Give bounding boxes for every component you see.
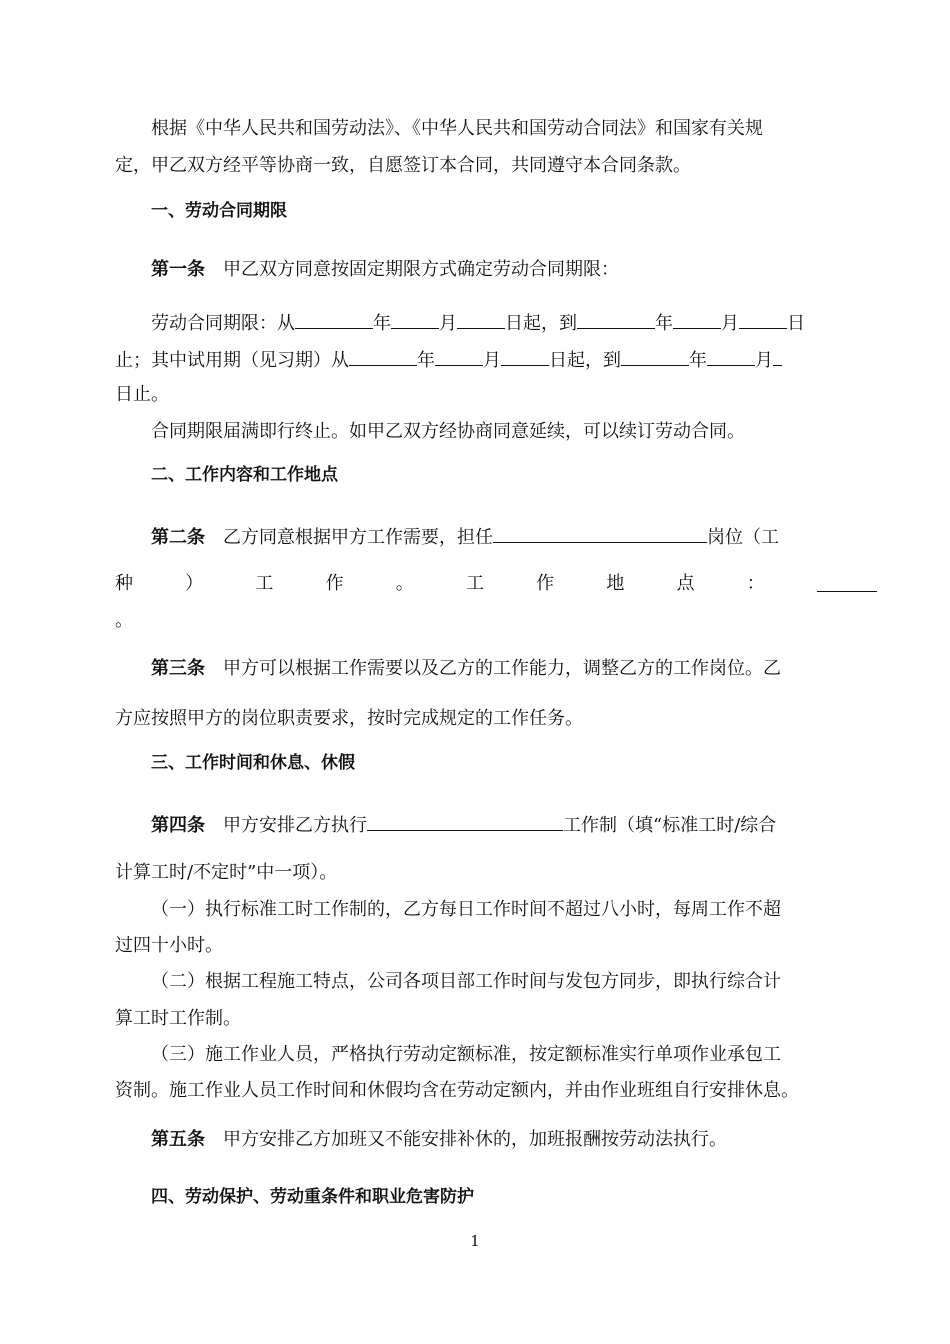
month-label: 月 (439, 313, 457, 334)
term-prefix: 劳动合同期限：从 (151, 313, 295, 334)
probation-start-day-blank[interactable] (501, 347, 549, 366)
item-2-line-2: 算工时工作制。 (115, 1008, 241, 1029)
char: 点 (676, 573, 695, 594)
article-1-text: 甲乙双方同意按固定期限方式确定劳动合同期限： (223, 259, 619, 280)
work-location-blank[interactable] (817, 573, 877, 592)
end-year-blank[interactable] (577, 310, 655, 329)
day-start-label-2: 日起，到 (549, 350, 621, 371)
section-4-heading: 四、劳动保护、劳动重条件和职业危害防护 (151, 1187, 474, 1207)
end-day-blank[interactable] (739, 310, 787, 329)
item-3-line-2: 资制。施工作业人员工作时间和休假均含在劳动定额内，并由作业班组自行安排休息。 (115, 1080, 799, 1101)
day-start-label: 日起，到 (505, 313, 577, 334)
page-number: 1 (470, 1232, 480, 1250)
item-3-line-1: （三）施工作业人员，严格执行劳动定额标准，按定额标准实行单项作业承包工 (151, 1044, 781, 1065)
char: 作 (536, 573, 555, 594)
contract-term-line-1 (151, 310, 805, 335)
contract-expiry: 合同期限届满即行终止。如甲乙双方经协商同意延续，可以续订劳动合同。 (151, 421, 745, 442)
section-1-heading: 一、劳动合同期限 (151, 201, 287, 221)
intro-line-1: 根据《中华人民共和国劳动法》、《中华人民共和国劳动合同法》和国家有关规 (151, 118, 763, 139)
char: 工 (255, 573, 274, 594)
year-label-3: 年 (417, 350, 435, 371)
contract-term-line-2 (115, 347, 782, 372)
article-2-after: 岗位（工 (707, 527, 779, 548)
article-1-label: 第一条 (151, 259, 205, 280)
month-label-3: 月 (483, 350, 501, 371)
article-2 (151, 524, 779, 549)
work-system-blank[interactable] (367, 812, 563, 831)
article-5-text: 甲方安排乙方加班又不能安排补休的，加班报酬按劳动法执行。 (223, 1129, 727, 1150)
year-label: 年 (373, 313, 391, 334)
article-4-text: 甲方安排乙方执行 (223, 815, 367, 836)
article-2-line-3: 。 (115, 610, 133, 631)
intro-line-2: 定，甲乙双方经平等协商一致，自愿签订本合同，共同遵守本合同条款。 (115, 155, 691, 176)
probation-start-month-blank[interactable] (435, 347, 483, 366)
article-4-line-2: 计算工时/不定时”中一项）。 (115, 862, 338, 883)
article-4-after: 工作制（填“标准工时/综合 (563, 815, 777, 836)
item-2-line-1: （二）根据工程施工特点，公司各项目部工作时间与发包方同步，即执行综合计 (151, 971, 781, 992)
article-3-text: 甲方可以根据工作需要以及乙方的工作能力，调整乙方的工作岗位。乙 (223, 658, 781, 679)
char: 地 (606, 573, 625, 594)
probation-prefix: 止；其中试用期（见习期）从 (115, 350, 349, 371)
char: 种 (115, 573, 133, 594)
article-3-label: 第三条 (151, 658, 205, 679)
article-5-label: 第五条 (151, 1129, 205, 1150)
article-1 (151, 259, 619, 281)
article-3 (151, 658, 781, 680)
item-1-line-2: 过四十小时。 (115, 935, 223, 956)
probation-end-month-blank[interactable] (707, 347, 755, 366)
char: 。 (395, 573, 414, 594)
probation-start-year-blank[interactable] (349, 347, 417, 366)
start-year-blank[interactable] (295, 310, 373, 329)
article-3-line-2: 方应按照甲方的岗位职责要求，按时完成规定的工作任务。 (115, 708, 583, 729)
day-end-label: 日 (787, 313, 805, 334)
article-4 (151, 812, 776, 837)
article-2-line-2 (115, 573, 877, 595)
month-label-2: 月 (721, 313, 739, 334)
article-5 (151, 1129, 727, 1151)
char: ： (746, 573, 765, 594)
year-label-4: 年 (689, 350, 707, 371)
char: ） (185, 573, 204, 594)
article-2-text: 乙方同意根据甲方工作需要，担任 (223, 527, 493, 548)
article-2-label: 第二条 (151, 527, 205, 548)
section-2-heading: 二、工作内容和工作地点 (151, 465, 338, 485)
start-day-blank[interactable] (457, 310, 505, 329)
probation-end-day-blank[interactable] (773, 347, 782, 366)
position-blank[interactable] (493, 524, 707, 543)
char: 作 (325, 573, 344, 594)
contract-term-line-3: 日止。 (115, 384, 169, 405)
year-label-2: 年 (655, 313, 673, 334)
month-label-4: 月 (755, 350, 773, 371)
item-1-line-1: （一）执行标准工时工作制的，乙方每日工作时间不超过八小时，每周工作不超 (151, 899, 781, 920)
end-month-blank[interactable] (673, 310, 721, 329)
section-3-heading: 三、工作时间和休息、休假 (151, 753, 355, 773)
start-month-blank[interactable] (391, 310, 439, 329)
probation-end-year-blank[interactable] (621, 347, 689, 366)
char: 工 (465, 573, 484, 594)
article-4-label: 第四条 (151, 815, 205, 836)
